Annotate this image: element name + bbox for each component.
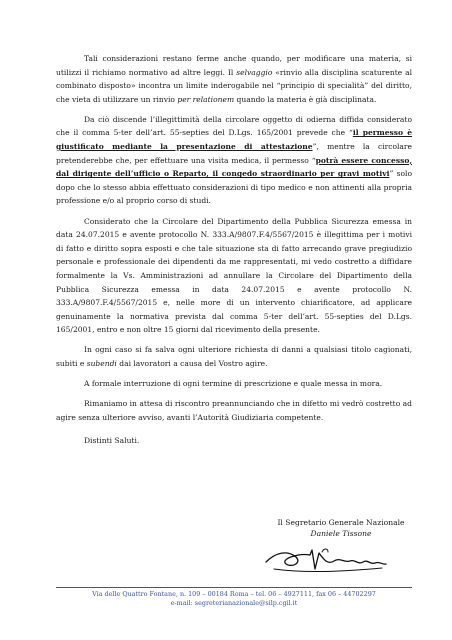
letter-body <box>56 52 412 454</box>
footer-divider <box>56 587 412 588</box>
paragraph-4-text-c: dai lavoratori a causa del Vostro agire. <box>116 358 268 368</box>
signature-block <box>260 518 422 539</box>
page-footer <box>56 590 412 608</box>
paragraph-2-text-a: Da ciò discende l’illegittimità della circolare oggetto di odierna diffida considerato che il comma 5-ter dell’art. 55-septies del D.Lgs. 165/2001 prevede che “ <box>56 114 412 138</box>
closing-greeting: Distinti Saluti. <box>84 436 140 446</box>
signatory-title: Il Segretario Generale Nazionale <box>277 518 405 527</box>
paragraph-6: Rimaniamo in attesa di riscontro preannunciando che in difetto mi vedrò costretto ad agire senza ulteriore avviso, avanti l’Autorità Giudiziaria competente. <box>56 399 412 422</box>
footer-email-link[interactable]: e-mail: segreterianazionale@silp.cgil.it <box>170 599 298 607</box>
paragraph-3: Considerato che la Circolare del Dipartimento della Pubblica Sicurezza emessa in data 24.07.2015 e avente protocollo N. 333.A/9807.F.4/5567/2015 è illegittima per i motivi di fatto e diritto sopra esposti e che tale situazione sta di fatto arrecando grave pregiudizio personale e professionale dei dipendenti da me rappresentati, mi vedo costretto a diffidare formalmente la Vs. Amministrazioni ad annullare la Circolare del Dipartimento della Pubblica Sicurezza emessa in data 24.07.2015 e avente protocollo N. 333.A/9807.F.4/5567/2015 e, nelle more di un intervento chiarificatore, ad applicare genuinamente la normativa prevista dal comma 5-ter dell’art. 55-septies del D.Lgs. 165/2001, entro e non oltre 15 giorni dal ricevimento della presente. <box>56 216 412 335</box>
paragraph-1-text-a: Tali considerazioni restano ferme anche quando, per modificare una materia, si utilizzi il richiamo normativo ad altre leggi. Il <box>56 54 412 77</box>
paragraph-2 <box>56 113 412 208</box>
paragraph-2-text-e: ” solo dopo che lo stesso abbia effettuato considerazioni di tipo medico e non attinenti alla propria professione e/o al proprio corso di studi. <box>56 169 412 206</box>
paragraph-2-text-c: ”, mentre la circolare pretenderebbe che, per effettuare una visita medica, il permesso “ <box>56 142 412 165</box>
paragraph-5: A formale interruzione di ogni termine di prescrizione e quale messa in mora. <box>84 379 383 389</box>
paragraph-4-italic-subendi: subendi <box>86 358 117 368</box>
paragraph-2-quote-congedo: potrà essere concesso, dal dirigente dell’ufficio o Reparto, il congedo straordinario per gravi motivi <box>56 155 412 179</box>
paragraph-1-text-c: «rinvio alla disciplina scaturente al combinato disposto» incontra un limite inderogabile nel “principio di specialità” del diritto, che vieta di utilizzare un rinvio <box>56 67 413 104</box>
paragraph-1 <box>56 52 412 106</box>
footer-address: Via delle Quattro Fontane, n. 109 – 00184 Roma – tel. 06 – 4927111, fax 06 – 44702297 <box>92 590 376 598</box>
paragraph-1-italic-selvaggio: selvaggio <box>236 67 273 77</box>
paragraph-2-quote-permesso: il permesso è giustificato mediante la presentazione di attestazione <box>56 128 412 152</box>
paragraph-1-italic-per-relationem: per relationem <box>177 94 235 104</box>
paragraph-4 <box>56 343 412 370</box>
handwritten-signature-icon <box>262 543 392 577</box>
signatory-name: Daniele Tissone <box>310 528 372 538</box>
paragraph-1-text-e: quando la materia è già disciplinata. <box>234 94 377 104</box>
paragraph-4-text-a: In ogni caso si fa salva ogni ulteriore richiesta di danni a qualsiasi titolo cagionati, subiti e <box>56 345 412 368</box>
